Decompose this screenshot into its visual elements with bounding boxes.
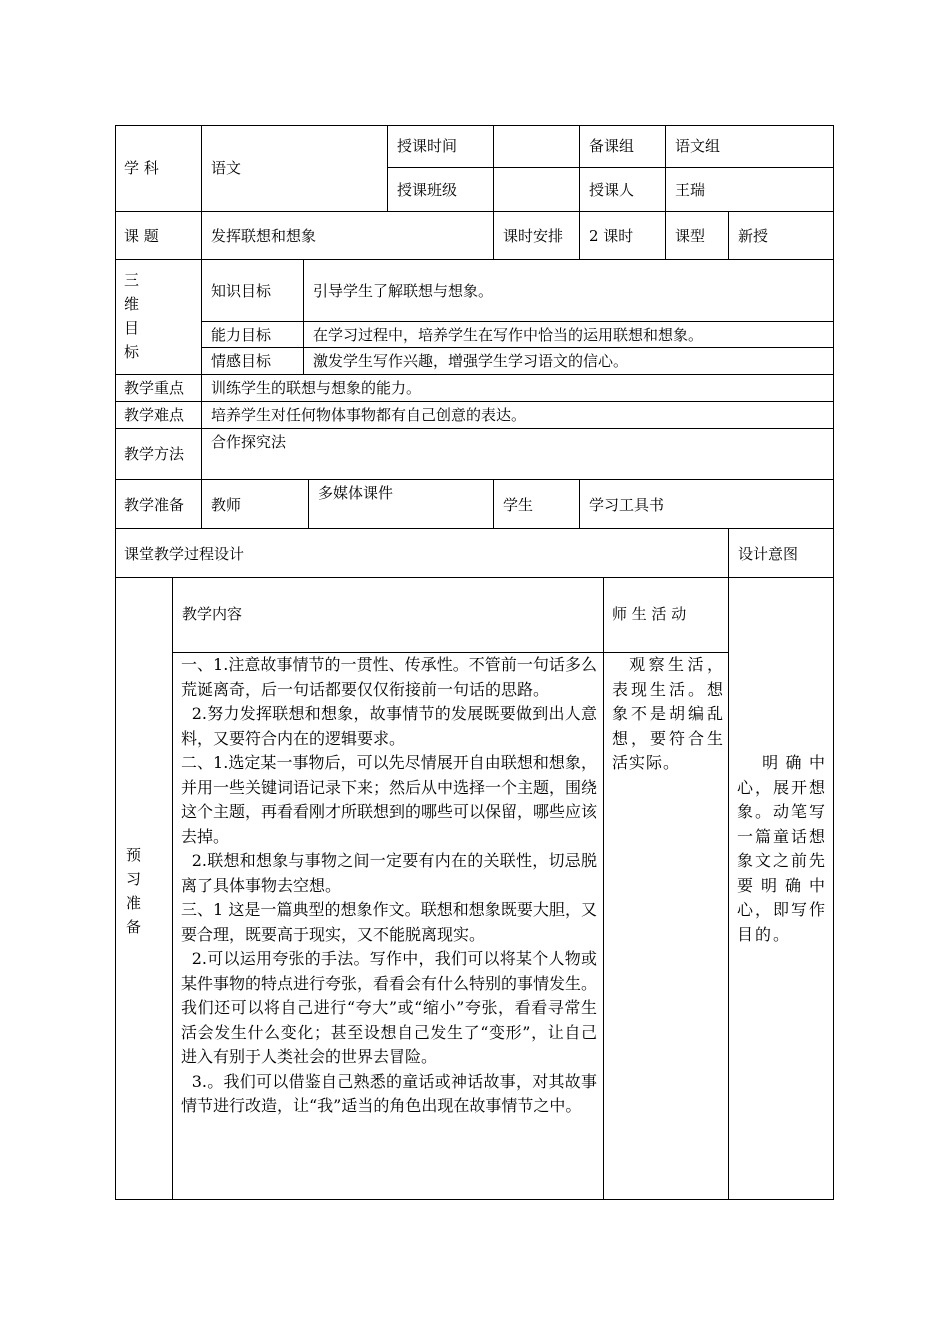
class-label: 授课班级	[397, 181, 458, 199]
emotion-goal-value: 激发学生写作兴趣，增强学生学习语文的信心。	[313, 352, 629, 370]
lesson-type-label: 课型	[675, 227, 706, 245]
prep-teacher-value: 多媒体课件	[318, 484, 394, 502]
goals-label: 三 维 目 标	[124, 271, 140, 361]
teacher-value: 王瑞	[675, 181, 706, 199]
activity-header: 师 生 活 动	[612, 605, 687, 623]
prep-teacher-label: 教师	[211, 496, 242, 514]
process-title: 课堂教学过程设计	[124, 545, 245, 563]
difficulty-value: 培养学生对任何物体事物都有自己创意的表达。	[211, 406, 527, 424]
content-paragraph: 2.联想和想象与事物之间一定要有内在的关联性，切忌脱离了具体事物去空想。	[181, 851, 597, 895]
content-paragraph: 3.。我们可以借鉴自己熟悉的童话或神话故事，对其故事情节进行改造，让“我”适当的角色出现在故事情节之中。	[181, 1071, 597, 1115]
topic-value: 发挥联想和想象	[211, 227, 317, 245]
prep-student-label: 学生	[503, 496, 534, 514]
hours-label: 课时安排	[503, 227, 564, 245]
design-intent-label: 设计意图	[738, 545, 799, 563]
preparation-label: 教学准备	[124, 496, 185, 514]
topic-label: 课 题	[124, 227, 159, 245]
emotion-goal-label: 情感目标	[211, 352, 272, 370]
prep-group-label: 备课组	[589, 137, 635, 155]
teaching-content	[181, 653, 597, 1119]
lesson-type-value: 新授	[738, 227, 769, 245]
stage-label: 预 习 准 备	[126, 846, 142, 936]
method-label: 教学方法	[124, 445, 185, 463]
key-point-label: 教学重点	[124, 379, 185, 397]
content-paragraph: 一、1.注意故事情节的一贯性、传承性。不管前一句话多么荒诞离奇，后一句话都要仅仅衔接前一句话的思路。	[181, 655, 597, 699]
hours-value: 2 课时	[589, 227, 634, 245]
prep-group-value: 语文组	[675, 137, 721, 155]
prep-student-value: 学习工具书	[589, 496, 665, 514]
knowledge-goal-value: 引导学生了解联想与想象。	[313, 282, 494, 300]
difficulty-label: 教学难点	[124, 406, 185, 424]
teacher-label: 授课人	[589, 181, 635, 199]
method-value: 合作探究法	[211, 433, 287, 451]
key-point-value: 训练学生的联想与想象的能力。	[211, 379, 422, 397]
ability-goal-label: 能力目标	[211, 326, 272, 344]
ability-goal-value: 在学习过程中，培养学生在写作中恰当的运用联想和想象。	[313, 326, 704, 344]
teacher-student-activity: 观察生活，表现生活。想象不是胡编乱想，要符合生活实际。	[612, 655, 724, 772]
content-paragraph: 三、1 这是一篇典型的想象作文。联想和想象既要大胆，又要合理，既要高于现实，又不能脱离现实。	[181, 900, 597, 944]
knowledge-goal-label: 知识目标	[211, 282, 272, 300]
design-intent-text: 明确中心，展开想象。动笔写一篇童话想象文之前先要明确中心，即写作目的。	[737, 753, 828, 944]
content-header: 教学内容	[182, 605, 243, 623]
content-paragraph: 二、1.选定某一事物后，可以先尽情展开自由联想和想象，并用一些关键词语记录下来；然后从中选择一个主题，围绕这个主题，再看看刚才所联想到的哪些可以保留，哪些应该去掉。	[181, 753, 598, 846]
subject-label: 学 科	[124, 159, 159, 177]
content-paragraph: 2.努力发挥联想和想象，故事情节的发展既要做到出人意料，又要符合内在的逻辑要求。	[181, 704, 597, 748]
subject-value: 语文	[211, 159, 242, 177]
class-time-label: 授课时间	[397, 137, 458, 155]
content-paragraph: 2.可以运用夸张的手法。写作中，我们可以将某个人物或某件事物的特点进行夸张，看看会有什么特别的事情发生。我们还可以将自己进行“夸大”或“缩小”夸张，看看寻常生活会发生什么变化；甚至设想自己发生了“变形”，让自己进入有别于人类社会的世界去冒险。	[181, 949, 598, 1066]
